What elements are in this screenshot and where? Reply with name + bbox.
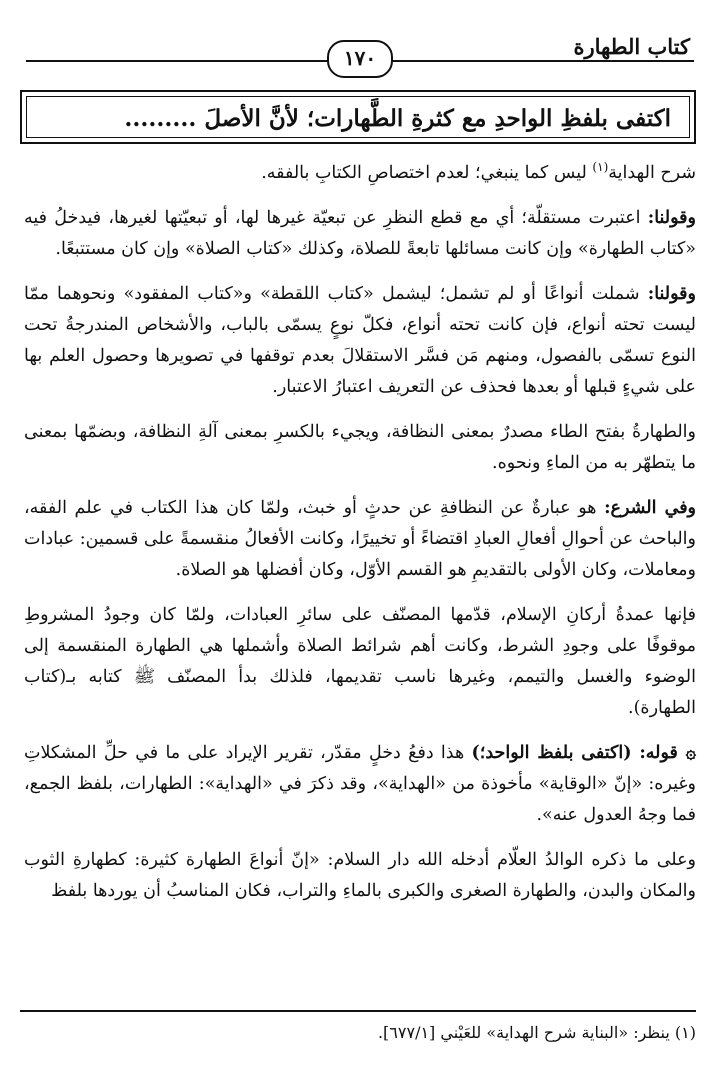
paragraph-text: شرح الهداية (608, 162, 696, 183)
paragraph-text: والطهارةُ بفتح الطاء مصدرٌ بمعنى النظافة، ويجيء بالكسرِ بمعنى آلةِ النظافة، وبضمّها بمعنى ما يتطهّر به من الماءِ ونحوه. (24, 421, 696, 473)
matn-box (20, 90, 696, 144)
paragraph-lead: وفي الشرع: (604, 497, 697, 518)
running-title: كتاب الطهارة (564, 34, 691, 59)
running-header (26, 34, 694, 74)
paragraph-text: فإنها عمدةُ أركانِ الإسلام، قدّمها المصنّف على سائرِ العبادات، ولمّا كان وجودُ المشروطِ موقوفًا على وجودِ الشرط، وكانت أهم شرائط الصلاة وأشملها هي الطهارة المنقسمة إلى الوضوء والغسل والتيمم، وغيرها ناسب تقديمها، فلذلك بدأ المصنّف ﷺ كتابه بـ(كتاب الطهارة). (24, 604, 696, 718)
paragraph-text: اعتبرت مستقلّة؛ أي مع قطع النظرِ عن تبعيّة غيرها لها، أو تبعيّتها لغيرها، فيدخلُ فيه «كتاب الطهارة» وإن كانت مسائلها تابعةً للصلاة، وكذلك «كتاب الصلاة» وإن كان مستتبعًا. (24, 207, 696, 259)
paragraph (24, 203, 696, 265)
paragraph-text: هو عبارةٌ عن النظافةِ عن حدثٍ أو خبث، ولمّا كان هذا الكتاب في علم الفقه، والباحث عن أحوالِ أفعالِ العبادِ اقتضاءً أو تخييرًا، وكانت الأفعالُ منقسمةً على قسمين: عبادات ومعاملات، وكان الأولى بالتقديمِ هو القسم الأوّل، وكان أفضلها هو الصلاة. (24, 497, 696, 580)
paragraph (24, 738, 696, 831)
footnote-rule (20, 1010, 696, 1012)
paragraph (24, 279, 696, 403)
paragraph (24, 152, 696, 189)
paragraph (24, 600, 696, 724)
matn-text: اكتفى بلفظِ الواحدِ مع كثرةِ الطَّهارات؛ لأنَّ الأصلَ ......... (26, 96, 690, 138)
paragraph-text: شملت أنواعًا أو لم تشمل؛ ليشمل «كتاب اللقطة» و«كتاب المفقود» ونحوهما ممّا ليست تحته أنواع، فإن كانت تحته أنواع، فكلّ نوعٍ يسمّى بالباب، والأشخاص المندرجةُ تحت النوع تسمّى بالفصول، ومنهم مَن فسَّر الاستقلالَ بعدم توقفها في تصويرها وحصول العلم بها على شيءٍ قبلها أو بعدها فحذف عن التعريف اعتبارُ الاعتبار. (24, 283, 696, 397)
paragraph-text: وعلى ما ذكره الوالدُ العلّام أدخله الله دار السلام: «إنّ أنواعَ الطهارة كثيرة: كطهارةِ الثوب والمكان والبدن، والطهارة الصغرى والكبرى بالماءِ والتراب، فكان المناسبُ أن يوردها بلفظ (24, 849, 696, 901)
footnote-ref: (١) (592, 160, 609, 174)
paragraph (24, 845, 696, 907)
footnote: (١) ينظر: «البناية شرح الهداية» للعَيْني [٦٧٧/١]. (377, 1023, 696, 1042)
paragraph-lead: ۞ قوله: (اكتفى بلفظ الواحد؛) (471, 742, 696, 763)
commentary-body (24, 152, 696, 921)
paragraph (24, 493, 696, 586)
paragraph (24, 417, 696, 479)
paragraph-text: هذا دفعُ دخلٍ مقدّر، تقرير الإيراد على ما في حلِّ المشكلاتِ وغيره: «إنّ «الوقاية» مأخوذة من «الهداية»، وقد ذكرَ في «الهداية»: الطهارات، بلفظ الجمع، فما وجهُ العدول عنه». (24, 742, 696, 825)
paragraph-lead: وقولنا: (647, 283, 696, 304)
paragraph-lead: وقولنا: (647, 207, 696, 228)
page-number: ١٧٠ (327, 40, 393, 78)
paragraph-text: ليس كما ينبغي؛ لعدم اختصاصِ الكتابِ بالفقه. (261, 162, 593, 183)
